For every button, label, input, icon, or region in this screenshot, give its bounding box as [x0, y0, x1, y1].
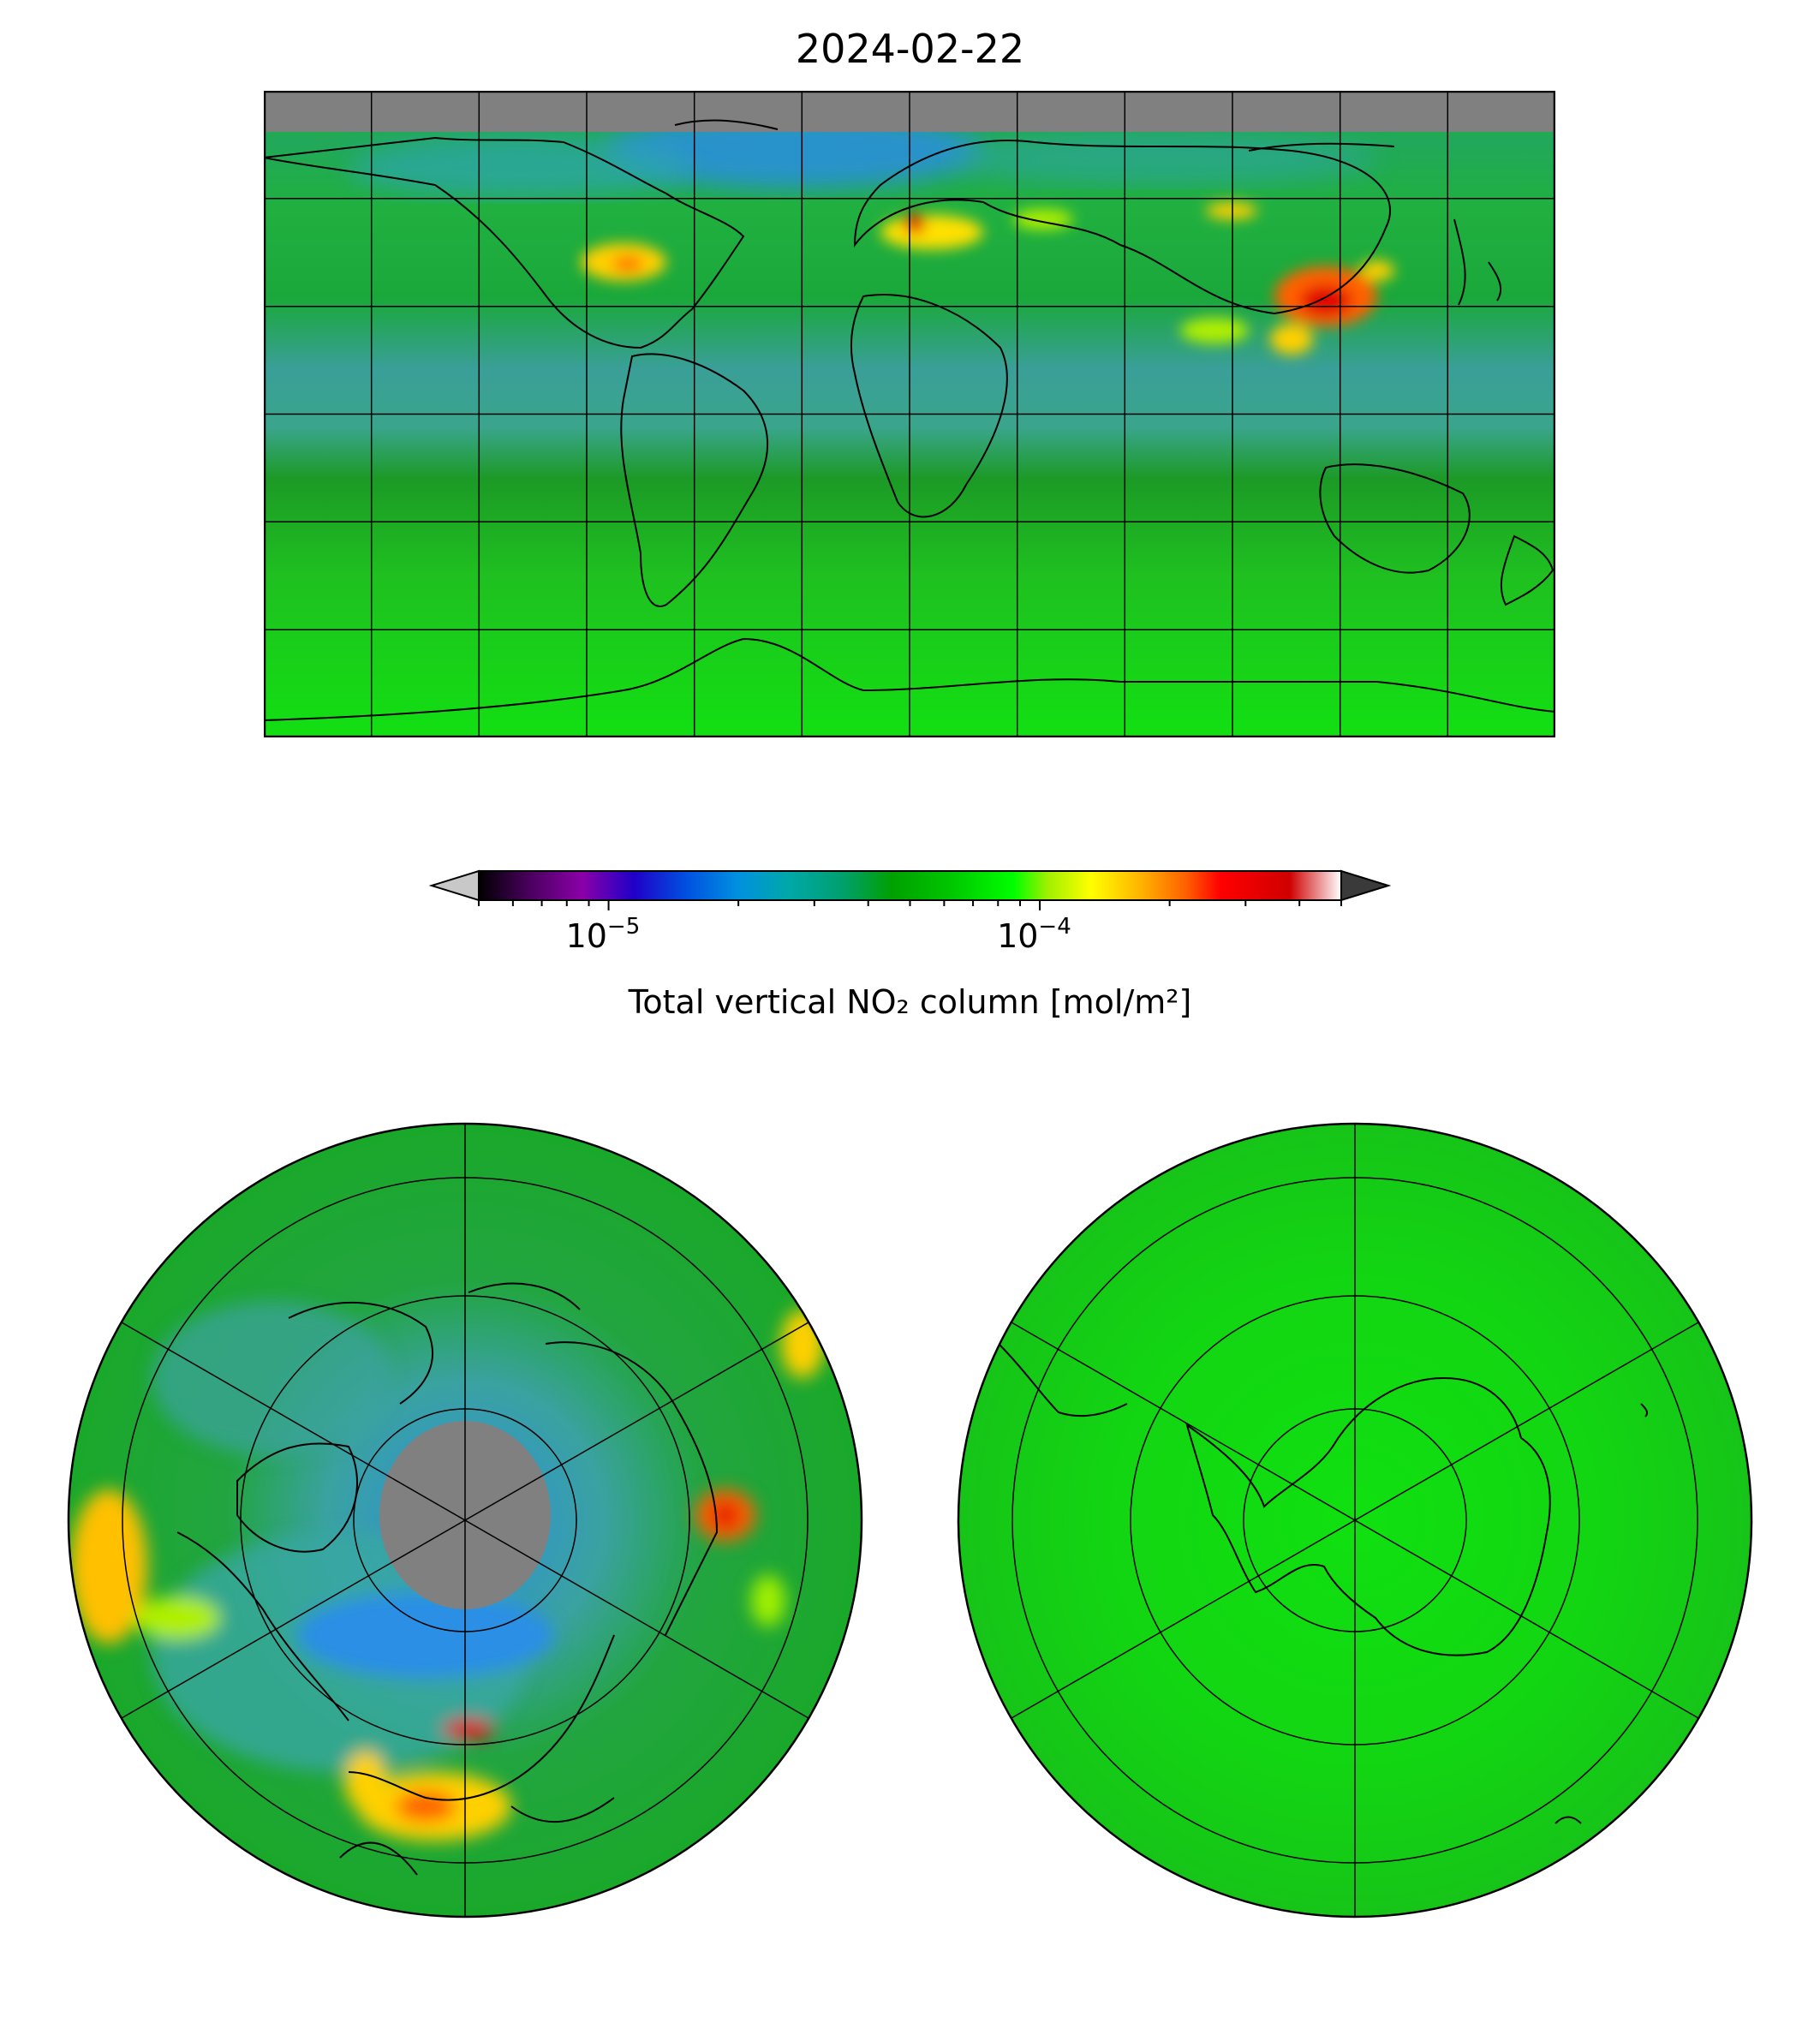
plot-title: 2024-02-22 [795, 26, 1025, 72]
colorbar-over-arrow [1341, 871, 1388, 900]
colorbar [428, 869, 1392, 955]
colorbar-tick-label: $10^{-4}$ [997, 914, 1071, 955]
colorbar-ticks [479, 900, 1341, 910]
global-map [264, 91, 1555, 737]
colorbar-tick-label: $10^{-5}$ [565, 914, 641, 955]
colorbar-gradient [479, 871, 1341, 900]
colorbar-under-arrow [432, 871, 479, 900]
colorbar-label: Total vertical NO₂ column [mol/m²] [628, 983, 1192, 1021]
north-polar-map [66, 1121, 864, 1919]
south-polar-map [956, 1121, 1754, 1919]
